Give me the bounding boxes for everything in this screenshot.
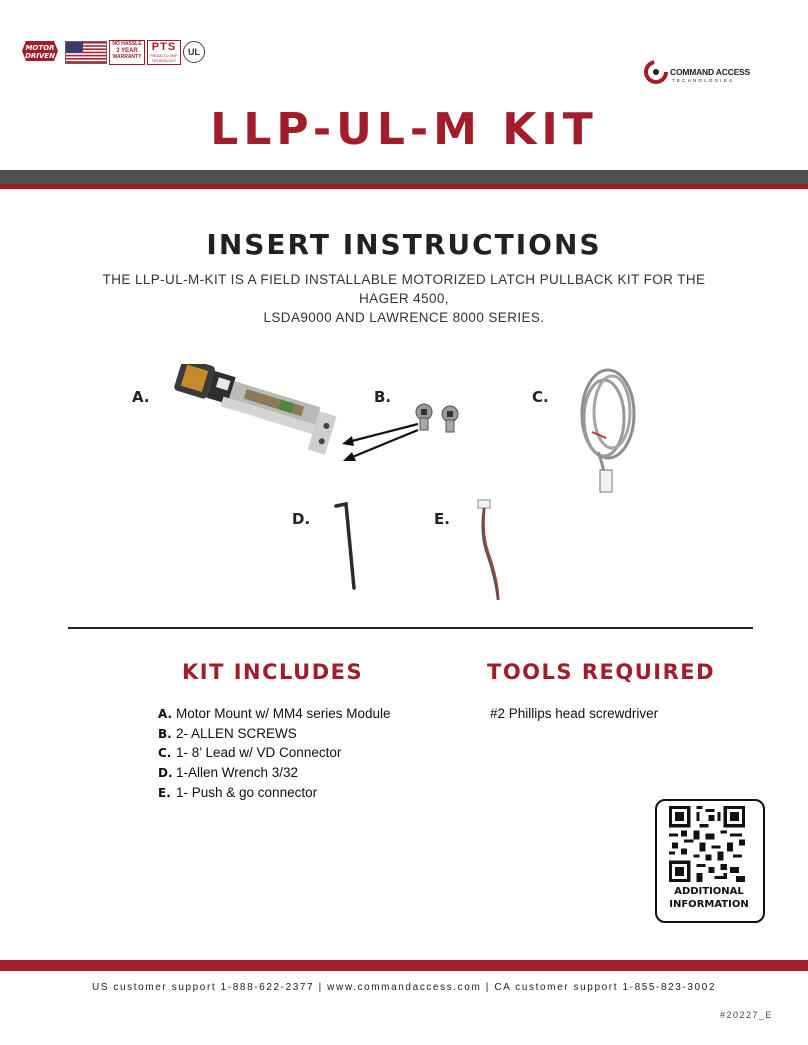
header-band bbox=[0, 170, 808, 184]
qr-code-icon[interactable] bbox=[667, 806, 747, 882]
list-item bbox=[158, 726, 391, 746]
item-text: Motor Mount w/ MM4 series Module bbox=[176, 706, 391, 721]
tools-required-heading: TOOLS REQUIRED bbox=[487, 660, 716, 684]
part-a-label: A. bbox=[132, 388, 150, 406]
footer-support-text: US customer support 1-888-622-2377 | www.commandaccess.com | CA customer support 1-855-823-3002 bbox=[91, 982, 717, 993]
company-name: COMMAND ACCESS bbox=[670, 67, 750, 77]
motor-badge-line2: DRIVEN bbox=[25, 52, 55, 60]
intro-line-1: THE LLP-UL-M-KIT IS A FIELD INSTALLABLE MOTORIZED LATCH PULLBACK KIT FOR THE HAGER 4500, bbox=[102, 272, 706, 306]
motor-badge-line1: MOTOR bbox=[25, 44, 55, 52]
warranty-line3: WARRANTY bbox=[112, 54, 142, 60]
company-tagline: TECHNOLOGIES bbox=[672, 78, 735, 83]
allen-wrench-image bbox=[330, 500, 374, 595]
item-key: A. bbox=[158, 707, 173, 721]
list-item bbox=[158, 785, 391, 805]
section-divider bbox=[68, 627, 753, 629]
item-key: E. bbox=[158, 785, 171, 800]
intro-text bbox=[100, 270, 708, 327]
push-go-connector-image bbox=[470, 496, 510, 606]
footer-band bbox=[0, 960, 808, 971]
item-key: B. bbox=[158, 726, 172, 741]
motor-driven-badge bbox=[20, 38, 60, 64]
screw-arrows bbox=[338, 420, 422, 464]
command-access-logo-icon bbox=[644, 60, 668, 84]
page-title: LLP-UL-M KIT bbox=[210, 104, 598, 155]
list-item bbox=[158, 745, 391, 765]
item-key: D. bbox=[158, 766, 173, 781]
part-c-label: C. bbox=[532, 388, 549, 406]
header-accent-line bbox=[0, 184, 808, 189]
item-text: 1- 8’ Lead w/ VD Connector bbox=[176, 745, 342, 761]
lead-cable-image bbox=[572, 362, 644, 500]
intro-line-2: LSDA9000 AND LAWRENCE 8000 SERIES. bbox=[263, 310, 545, 325]
tool-item: #2 Phillips head screwdriver bbox=[490, 706, 659, 721]
qr-caption-line2: INFORMATION bbox=[669, 899, 749, 910]
item-text: 1- Push & go connector bbox=[176, 784, 318, 800]
part-d-label: D. bbox=[292, 510, 311, 528]
warranty-line2: 3 YEAR bbox=[116, 47, 138, 54]
kit-items-list bbox=[158, 706, 391, 804]
item-key: C. bbox=[158, 746, 172, 761]
item-text: 2- ALLEN SCREWS bbox=[176, 725, 297, 741]
warranty-badge bbox=[109, 40, 145, 65]
qr-caption bbox=[657, 885, 761, 911]
warranty-line1: NO HASSLE bbox=[112, 41, 142, 47]
document-number: #20227_E bbox=[720, 1010, 774, 1020]
pts-sub: PROUD TO SHIP TECHNOLOGY bbox=[150, 54, 178, 63]
list-item bbox=[158, 706, 391, 726]
item-text: 1-Allen Wrench 3/32 bbox=[176, 765, 299, 781]
part-e-label: E. bbox=[434, 510, 450, 528]
ul-mark-icon: UL bbox=[183, 41, 205, 63]
section-heading: INSERT INSTRUCTIONS bbox=[206, 228, 602, 261]
usa-flag-icon bbox=[65, 41, 107, 64]
pts-label: PTS bbox=[151, 41, 177, 53]
kit-includes-heading: KIT INCLUDES bbox=[182, 660, 364, 684]
allen-screws-image bbox=[412, 402, 468, 434]
list-item bbox=[158, 765, 391, 785]
part-b-label: B. bbox=[374, 388, 392, 406]
pts-badge bbox=[147, 40, 181, 65]
qr-caption-line1: ADDITIONAL bbox=[674, 886, 744, 897]
